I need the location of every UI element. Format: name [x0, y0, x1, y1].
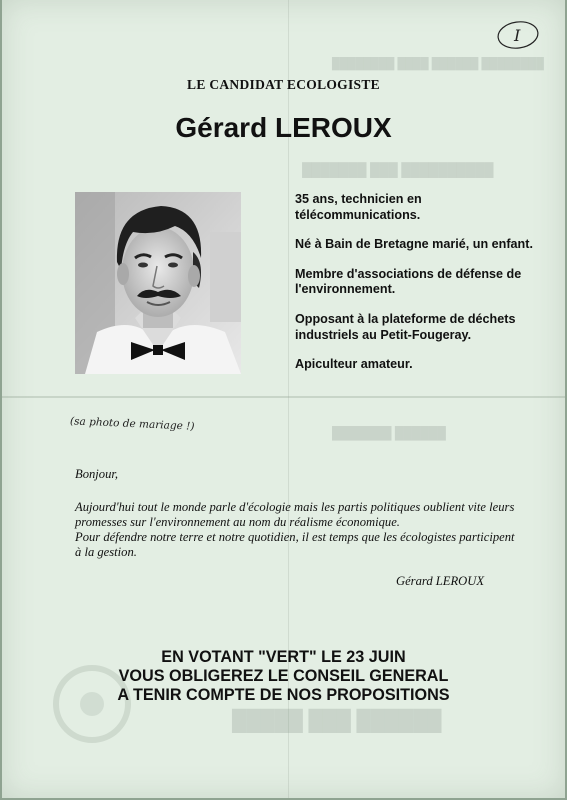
handwritten-photo-caption: (sa photo de mariage !) — [69, 415, 195, 433]
leaflet-page — [2, 0, 565, 798]
handwritten-circled-mark — [495, 18, 541, 52]
bio-line: 35 ans, technicien en télécommunications. — [295, 192, 422, 222]
letter-paragraph: Aujourd'hui tout le monde parle d'écologie mais les partis politiques oublient vite leurs promesses sur l'environnement au nom du réalisme économique. — [75, 500, 515, 529]
show-through-text: ██████ ███ █████ — [232, 710, 442, 732]
bio-line: Membre d'associations de défense de l'environnement. — [295, 266, 522, 297]
svg-text:I: I — [514, 26, 521, 45]
show-through-text: ██████████ ███ ███████ — [302, 162, 494, 177]
bio-line: Né à Bain de Bretagne marié, un enfant. — [295, 237, 533, 252]
bio-line: Opposant à la plateforme de déchets industriels au Petit-Fougeray. — [295, 311, 516, 342]
letter-body — [75, 500, 515, 560]
slogan-line: A TENIR COMPTE DE NOS PROPOSITIONS — [117, 686, 450, 704]
letter-greeting: Bonjour, — [75, 467, 119, 481]
candidate-photo — [75, 192, 241, 374]
candidate-subtitle: LE CANDIDAT ECOLOGISTE — [187, 77, 380, 92]
candidate-name: Gérard LEROUX — [175, 112, 392, 143]
fold-line — [2, 396, 565, 398]
candidate-bio — [295, 192, 535, 387]
closing-slogan — [2, 648, 565, 705]
letter-paragraph: Pour défendre notre terre et notre quotidien, il est temps que les écologistes participent à la gestion. — [75, 530, 515, 559]
slogan-line: VOUS OBLIGEREZ LE CONSEIL GENERAL — [118, 667, 449, 685]
show-through-text: ████████ ██████ ████ ████████ — [332, 58, 544, 70]
bio-line: Apiculteur amateur. — [295, 357, 413, 372]
letter-signature: Gérard LEROUX — [396, 574, 485, 588]
slogan-line: EN VOTANT "VERT" LE 23 JUIN — [161, 648, 406, 666]
show-through-text: ██████ ███████ — [332, 426, 446, 440]
